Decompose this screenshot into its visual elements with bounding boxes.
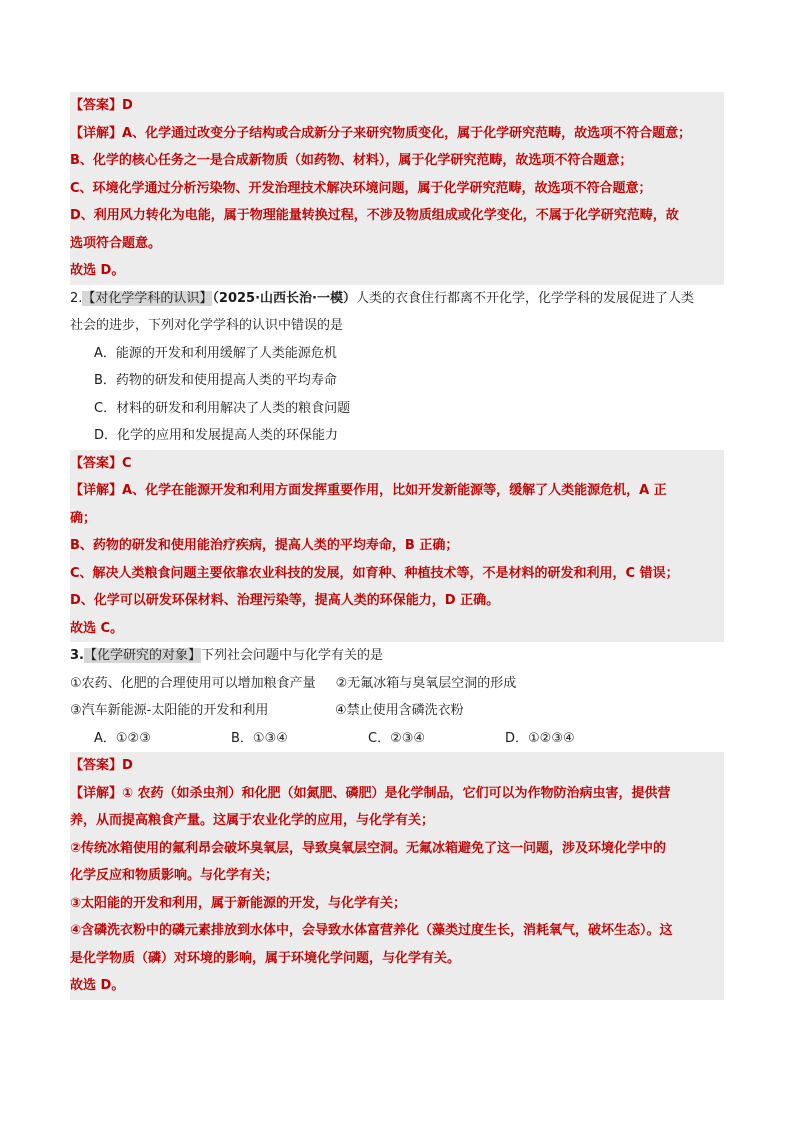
q3-stem-line xyxy=(70,642,724,670)
option-b: B．药物的研发和使用提高人类的平均寿命 xyxy=(94,373,337,388)
item-4: ④禁止使用含磷洗衣粉 xyxy=(335,703,464,718)
q2-answer-block xyxy=(70,450,724,643)
q3-items-row-1 xyxy=(70,670,724,698)
q1-answer-line xyxy=(70,92,724,120)
question-number: 3. xyxy=(70,648,84,663)
q2-block xyxy=(70,285,724,450)
q1-answer-block xyxy=(70,92,724,285)
choice-a: A．①②③ xyxy=(94,730,151,746)
question-number: 2. xyxy=(70,290,83,306)
item-2: ②无氟冰箱与臭氧层空洞的形成 xyxy=(335,675,517,691)
item-1: ①农药、化肥的合理使用可以增加粮食产量 xyxy=(70,675,316,691)
q2-stem-line-1 xyxy=(70,285,724,313)
answer-value: D xyxy=(122,758,133,773)
choice-d: D．①②③④ xyxy=(505,730,575,746)
stem-text: 下列社会问题中与化学有关的是 xyxy=(201,648,384,663)
detail-label: 【详解】 xyxy=(70,785,123,801)
answer-value: D xyxy=(122,98,133,113)
q1-conclusion: 故选 D。 xyxy=(70,263,125,278)
q2-detail-line-3: C、解决人类粮食问题主要依靠农业科技的发展，如育种、种植技术等，不是材料的研发和利用，C 错误； xyxy=(70,565,679,581)
q3-block xyxy=(70,642,724,752)
q3-conclusion: 故选 D。 xyxy=(70,978,125,993)
q3-items-row-2 xyxy=(70,697,724,725)
q2-detail-line-1a xyxy=(70,477,724,505)
option-d: D．化学的应用和发展提高人类的环保能力 xyxy=(94,428,339,443)
q1-detail-line-1 xyxy=(70,120,724,148)
answer-label: 【答案】 xyxy=(70,98,123,113)
q3-detail-line-2a: ②传统冰箱使用的氟利昂会破坏臭氧层，导致臭氧层空洞。无氟冰箱避免了这一问题，涉及环境化学中的 xyxy=(70,840,667,856)
q1-detail-line-4a: D、利用风力转化为电能，属于物理能量转换过程，不涉及物质组成或化学变化，不属于化学研究范畴，故 xyxy=(70,208,679,223)
q3-answer-block xyxy=(70,752,724,1000)
q3-detail-line-1a xyxy=(70,780,724,808)
detail-label: 【详解】 xyxy=(70,125,123,141)
option-c: C．材料的研发和利用解决了人类的粮食问题 xyxy=(94,400,351,416)
q2-stem-line-2: 社会的进步，下列对化学学科的认识中错误的是 xyxy=(70,318,344,333)
q2-conclusion: 故选 C。 xyxy=(70,620,124,636)
detail-text: ① 农药（如杀虫剂）和化肥（如氮肥、磷肥）是化学制品，它们可以为作物防治病虫害，提供营 xyxy=(122,785,671,801)
choice-b: B．①③④ xyxy=(231,730,288,746)
topic-tag: 【对化学学科的认识】 xyxy=(82,290,213,306)
choice-c: C．②③④ xyxy=(368,730,426,746)
q3-detail-line-4b: 是化学物质（磷）对环境的影响，属于环境化学问题，与化学有关。 xyxy=(70,950,461,966)
q3-answer-line xyxy=(70,752,724,780)
q1-detail-line-3: C、环境化学通过分析污染物、开发治理技术解决环境问题，属于化学研究范畴，故选项不符合题意； xyxy=(70,180,652,196)
q2-detail-line-2: B、药物的研发和使用能治疗疾病，提高人类的平均寿命，B 正确； xyxy=(70,538,459,553)
item-3: ③汽车新能源-太阳能的开发和利用 xyxy=(70,703,269,718)
answer-label: 【答案】 xyxy=(70,455,123,471)
q3-detail-line-3: ③太阳能的开发和利用，属于新能源的开发，与化学有关； xyxy=(70,895,407,911)
detail-label: 【详解】 xyxy=(70,483,123,498)
answer-value: C xyxy=(122,455,132,471)
answer-label: 【答案】 xyxy=(70,758,123,773)
q1-detail-line-2: B、化学的核心任务之一是合成新物质（如药物、材料），属于化学研究范畴，故选项不符合题意； xyxy=(70,153,633,168)
detail-text: A、化学在能源开发和利用方面发挥重要作用，比如开发新能源等，缓解了人类能源危机，A 正 xyxy=(122,483,667,498)
q1-detail-line-4b: 选项符合题意。 xyxy=(70,235,162,251)
stem-text: 人类的衣食住行都离不开化学，化学学科的发展促进了人类 xyxy=(355,290,694,306)
q3-detail-line-1b: 养，从而提高粮食产量。这属于农业化学的应用，与化学有关； xyxy=(70,813,435,828)
q3-detail-line-2b: 化学反应和物质影响。与化学有关； xyxy=(70,868,279,883)
source-label: （2025·山西长治·一模） xyxy=(212,290,356,306)
option-a: A．能源的开发和利用缓解了人类能源危机 xyxy=(94,345,337,361)
document-page xyxy=(70,92,724,1000)
topic-tag: 【化学研究的对象】 xyxy=(83,648,201,663)
q3-detail-line-4a: ④含磷洗衣粉中的磷元素排放到水体中，会导致水体富营养化（藻类过度生长，消耗氧气，破坏生态）。这 xyxy=(70,923,673,938)
q2-detail-line-4: D、化学可以研发环保材料、治理污染等，提高人类的环保能力，D 正确。 xyxy=(70,593,500,608)
q3-choices-row xyxy=(70,725,724,753)
q2-answer-line xyxy=(70,450,724,478)
q2-detail-line-1b: 确； xyxy=(70,510,97,526)
detail-text: A、化学通过改变分子结构或合成新分子来研究物质变化，属于化学研究范畴，故选项不符合题意； xyxy=(122,125,692,141)
